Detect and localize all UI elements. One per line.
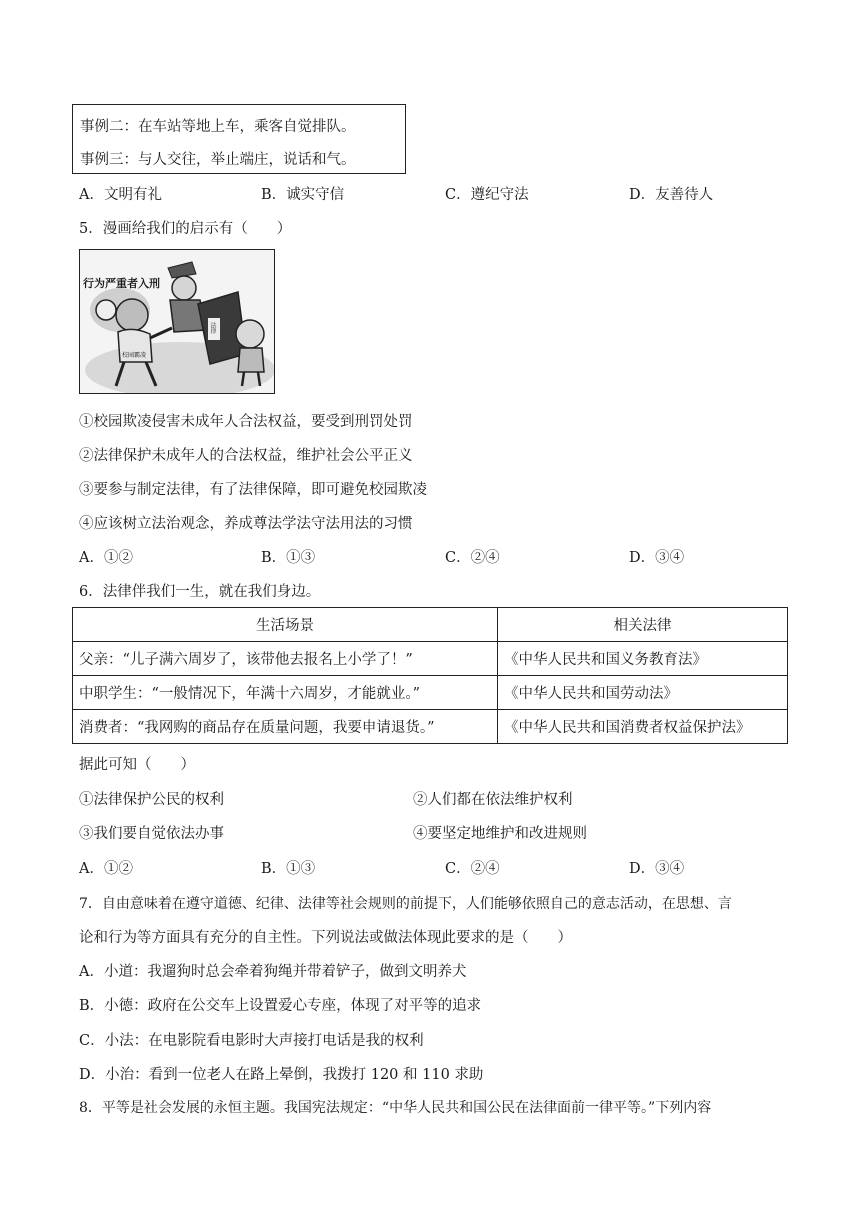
law-table	[72, 607, 788, 744]
cartoon-shirt-label: 校园霸凌	[122, 352, 147, 359]
q6-after: 据此可知（ ）	[79, 757, 195, 773]
q4-option-c[interactable]: C．遵纪守法	[445, 187, 529, 203]
table-cell-law: 《中华人民共和国劳动法》	[498, 676, 788, 710]
q6-statement-1: ①法律保护公民的权利	[79, 792, 224, 808]
q5-statement-4: ④应该树立法治观念，养成尊法学法守法用法的习惯	[79, 516, 413, 532]
bullying-cartoon	[79, 249, 275, 394]
table-header-row	[73, 608, 788, 642]
cartoon-caption: 行为严重者入刑	[83, 277, 160, 290]
cartoon-illustration	[80, 250, 275, 394]
q5-option-a[interactable]: A．①②	[79, 550, 133, 566]
table-cell-law: 《中华人民共和国消费者权益保护法》	[498, 710, 788, 744]
q8-stem-line1: 8．平等是社会发展的永恒主题。我国宪法规定：“中华人民共和国公民在法律面前一律平等。”下列内容	[79, 1100, 712, 1116]
q7-choice-c[interactable]: C．小法：在电影院看电影时大声接打电话是我的权利	[79, 1033, 424, 1049]
q5-statement-2: ②法律保护未成年人的合法权益，维护社会公平正义	[79, 448, 413, 464]
table-header-law: 相关法律	[498, 608, 788, 642]
q7-choice-b[interactable]: B．小德：政府在公交车上设置爱心专座，体现了对平等的追求	[79, 998, 482, 1014]
q4-option-a[interactable]: A．文明有礼	[79, 187, 162, 203]
q4-case-2: 事例二：在车站等地上车，乘客自觉排队。	[80, 119, 356, 135]
q6-statement-2: ②人们都在依法维护权利	[413, 792, 573, 808]
q7-stem-line2: 论和行为等方面具有充分的自主性。下列说法或做法体现此要求的是（ ）	[79, 930, 572, 946]
q6-statement-4: ④要坚定地维护和改进规则	[413, 826, 587, 842]
q5-option-b[interactable]: B．①③	[261, 550, 316, 566]
q5-statement-1: ①校园欺凌侵害未成年人合法权益，要受到刑罚处罚	[79, 414, 413, 430]
table-cell-law: 《中华人民共和国义务教育法》	[498, 642, 788, 676]
q7-choice-a[interactable]: A．小道：我遛狗时总会牵着狗绳并带着铲子，做到文明养犬	[79, 964, 467, 980]
table-cell-scene: 中职学生：“一般情况下，年满十六周岁，才能就业。”	[73, 676, 498, 710]
q7-stem-line1: 7．自由意味着在遵守道德、纪律、法律等社会规则的前提下，人们能够依照自己的意志活动，在思想、言	[79, 896, 732, 912]
table-row	[73, 676, 788, 710]
q6-option-b[interactable]: B．①③	[261, 861, 316, 877]
cartoon-book-label: 法律	[209, 322, 216, 334]
table-row	[73, 710, 788, 744]
table-cell-scene: 消费者：“我网购的商品存在质量问题，我要申请退货。”	[73, 710, 498, 744]
q6-option-c[interactable]: C．②④	[445, 861, 500, 877]
q6-statement-3: ③我们要自觉依法办事	[79, 826, 224, 842]
q5-stem: 5．漫画给我们的启示有（ ）	[79, 221, 292, 237]
q4-case-3: 事例三：与人交往，举止端庄，说话和气。	[80, 152, 356, 168]
q6-stem: 6．法律伴我们一生，就在我们身边。	[79, 584, 321, 600]
q7-choice-d[interactable]: D．小治：看到一位老人在路上晕倒，我拨打 120 和 110 求助	[79, 1067, 484, 1083]
q6-option-d[interactable]: D．③④	[629, 861, 685, 877]
q5-option-d[interactable]: D．③④	[629, 550, 685, 566]
table-cell-scene: 父亲：“儿子满六周岁了，该带他去报名上小学了！”	[73, 642, 498, 676]
q5-option-c[interactable]: C．②④	[445, 550, 500, 566]
table-row	[73, 642, 788, 676]
q4-option-d[interactable]: D．友善待人	[629, 187, 714, 203]
q6-option-a[interactable]: A．①②	[79, 861, 133, 877]
table-header-scene: 生活场景	[73, 608, 498, 642]
q5-statement-3: ③要参与制定法律，有了法律保障，即可避免校园欺凌	[79, 482, 427, 498]
q4-case-box	[72, 104, 406, 174]
q4-option-b[interactable]: B．诚实守信	[261, 187, 345, 203]
